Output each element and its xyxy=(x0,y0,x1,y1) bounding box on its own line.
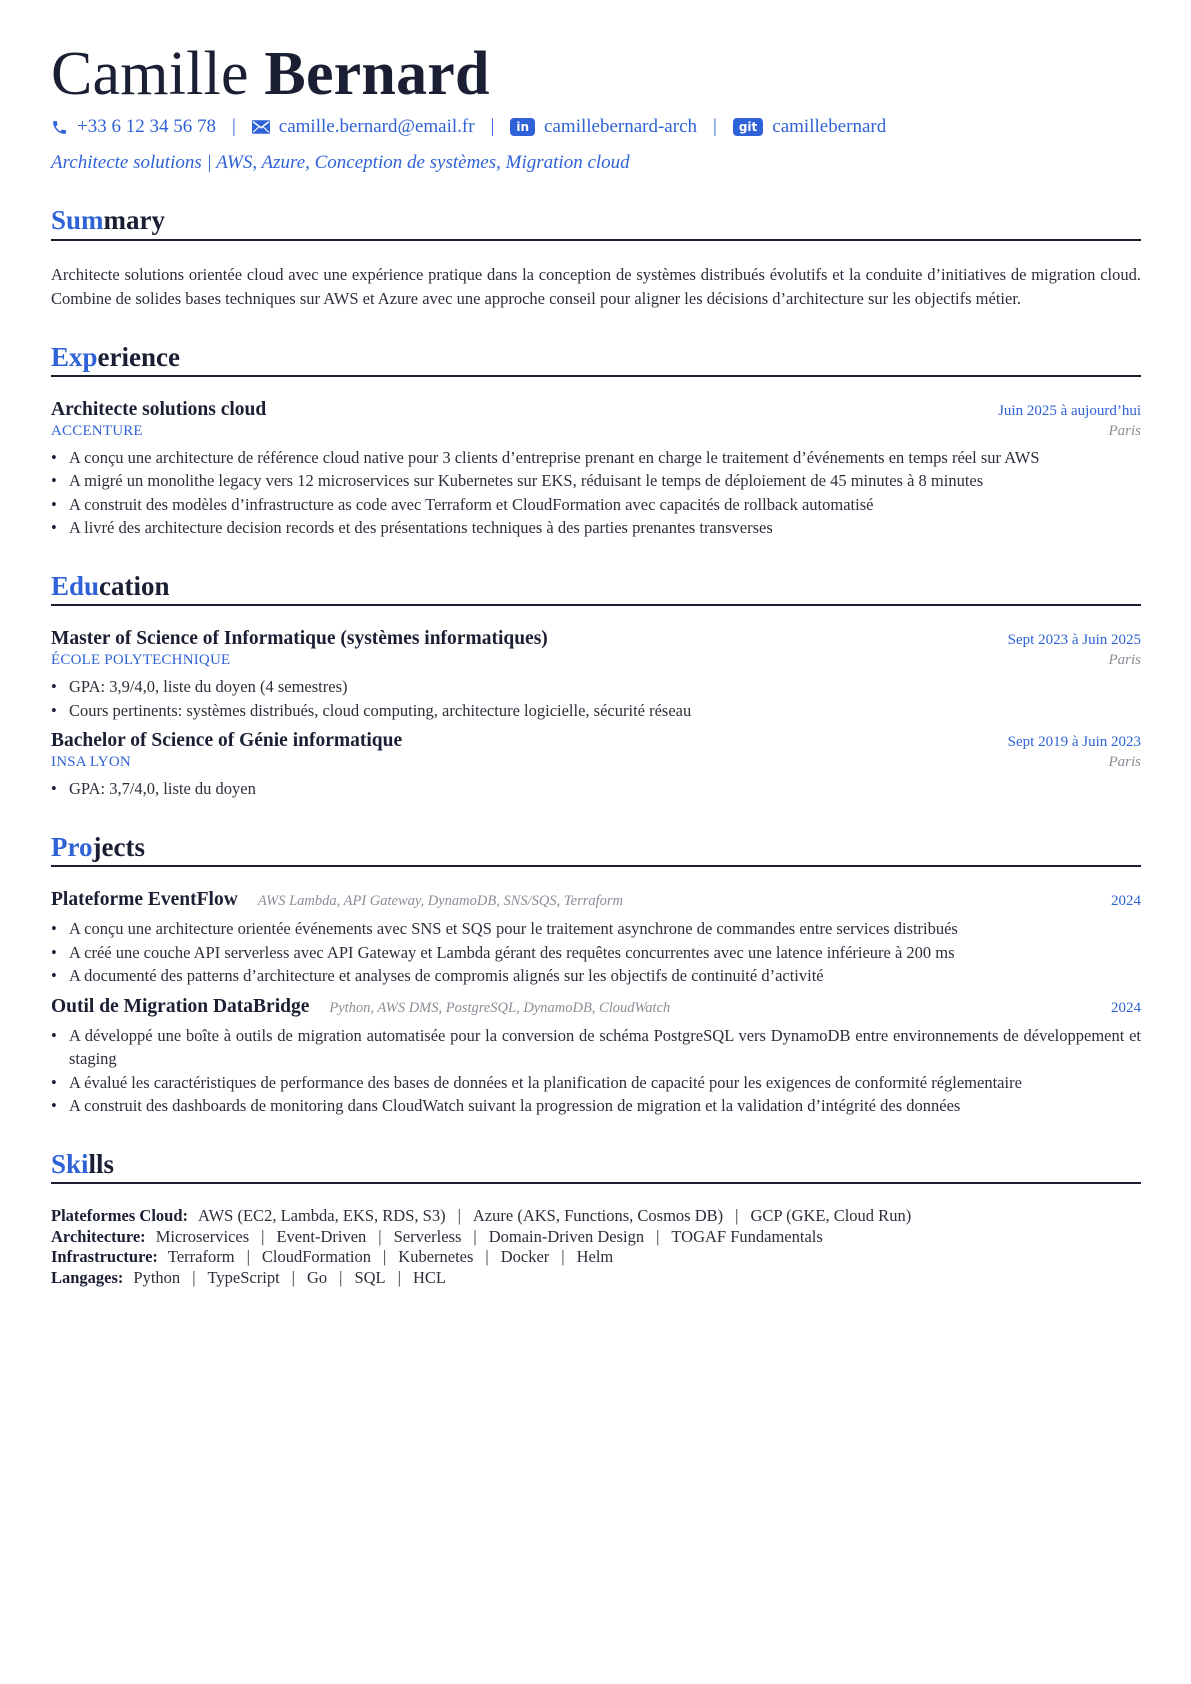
skill-category-label: Architecture: xyxy=(51,1226,146,1246)
skill-row xyxy=(51,1227,1141,1248)
section-title-projects: Projects xyxy=(51,831,145,862)
first-name: Camille xyxy=(51,40,249,108)
degree-date: Sept 2019 à Juin 2023 xyxy=(1007,734,1141,751)
project-entry xyxy=(51,889,1141,988)
skill-item: GCP (GKE, Cloud Run) xyxy=(750,1206,912,1226)
experience-entry xyxy=(51,399,1141,540)
degree-date: Sept 2023 à Juin 2025 xyxy=(1007,632,1141,649)
skill-separator: | xyxy=(246,1247,250,1267)
contact-github[interactable] xyxy=(733,116,886,138)
skills-list xyxy=(51,1206,1141,1288)
skill-row xyxy=(51,1268,1141,1289)
list-item: • A évalué les caractéristiques de performance des bases de données et la planification de capacité pour les exigences de conformité réglementaire xyxy=(69,1071,1141,1095)
project-date: 2024 xyxy=(1111,999,1141,1016)
list-item: • Cours pertinents: systèmes distribués, cloud computing, architecture logicielle, sécurité réseau xyxy=(69,699,1141,723)
skill-separator: | xyxy=(261,1226,265,1246)
skill-item: Serverless xyxy=(393,1226,462,1246)
phone-text: +33 6 12 34 56 78 xyxy=(77,116,216,138)
envelope-icon xyxy=(252,120,270,134)
skill-separator: | xyxy=(485,1247,489,1267)
phone-icon xyxy=(51,119,68,136)
skill-row xyxy=(51,1247,1141,1268)
linkedin-text: camillebernard-arch xyxy=(544,116,698,138)
contact-linkedin[interactable] xyxy=(510,116,697,138)
section-title-skills: Skills xyxy=(51,1148,115,1179)
contact-phone[interactable] xyxy=(51,116,216,138)
skill-item: CloudFormation xyxy=(261,1247,371,1267)
skill-item: Domain-Driven Design xyxy=(488,1226,645,1246)
project-bullets xyxy=(51,1024,1141,1118)
school-location: Paris xyxy=(1108,652,1141,669)
contact-email[interactable] xyxy=(252,116,475,138)
skill-separator: | xyxy=(735,1206,739,1226)
candidate-name xyxy=(51,40,1141,108)
degree-title: Master of Science of Informatique (systèmes informatiques) xyxy=(51,628,548,650)
section-title-education: Education xyxy=(51,570,170,601)
list-item: • A développé une boîte à outils de migration automatisée pour la conversion de schéma PostgreSQL vers DynamoDB entre environnements de développement et staging xyxy=(69,1024,1141,1071)
skill-item: Kubernetes xyxy=(398,1247,474,1267)
project-bullets xyxy=(51,917,1141,988)
skill-item: HCL xyxy=(412,1267,446,1287)
skill-separator: | xyxy=(192,1267,196,1287)
list-item: • A conçu une architecture orientée événements avec SNS et SQS pour le traitement asynchrone de commandes entre services distribués xyxy=(69,917,1141,941)
degree-bullets xyxy=(51,675,1141,722)
last-name: Bernard xyxy=(264,40,490,108)
contact-bar xyxy=(51,116,1141,138)
list-item: • A conçu une architecture de référence cloud native pour 3 clients d’entreprise prenant en charge le traitement d’événements en temps réel sur AWS xyxy=(69,446,1141,470)
education-entry xyxy=(51,628,1141,722)
list-item: • A documenté des patterns d’architecture et analyses de compromis alignés sur les objectifs de continuité d’activité xyxy=(69,964,1141,988)
skill-category-label: Plateformes Cloud: xyxy=(51,1206,189,1226)
skill-separator: | xyxy=(473,1226,477,1246)
experience-section xyxy=(51,341,1141,540)
list-item: • A migré un monolithe legacy vers 12 microservices sur Kubernetes sur EKS, réduisant le temps de déploiement de 45 minutes à 8 minutes xyxy=(69,469,1141,493)
project-tech: AWS Lambda, API Gateway, DynamoDB, SNS/SQS, Terraform xyxy=(257,893,623,910)
list-item: • A livré des architecture decision records et des présentations techniques à des parties prenantes transverses xyxy=(69,516,1141,540)
education-section xyxy=(51,570,1141,801)
school-name: ÉCOLE POLYTECHNIQUE xyxy=(51,652,231,669)
project-title: Outil de Migration DataBridge xyxy=(51,995,310,1017)
summary-section xyxy=(51,204,1141,310)
contact-separator: | xyxy=(231,116,236,138)
skill-item: Helm xyxy=(576,1247,614,1267)
education-entry xyxy=(51,730,1141,801)
project-date: 2024 xyxy=(1111,893,1141,910)
list-item: • A créé une couche API serverless avec API Gateway et Lambda gérant des requêtes concurrentes avec une latence inférieure à 200 ms xyxy=(69,941,1141,965)
skill-separator: | xyxy=(656,1226,660,1246)
job-location: Paris xyxy=(1108,422,1141,439)
contact-separator: | xyxy=(490,116,495,138)
linkedin-icon: in xyxy=(510,118,535,136)
skill-category-label: Langages: xyxy=(51,1267,124,1287)
skill-item: TOGAF Fundamentals xyxy=(671,1226,823,1246)
school-name: INSA LYON xyxy=(51,754,131,771)
section-divider xyxy=(51,604,1141,606)
section-divider xyxy=(51,239,1141,241)
degree-title: Bachelor of Science of Génie informatique xyxy=(51,730,403,752)
git-icon: git xyxy=(733,118,763,136)
skill-item: AWS (EC2, Lambda, EKS, RDS, S3) xyxy=(198,1206,446,1226)
tagline: Architecte solutions | AWS, Azure, Conception de systèmes, Migration cloud xyxy=(51,152,630,174)
skill-item: SQL xyxy=(354,1267,386,1287)
skill-separator: | xyxy=(397,1267,401,1287)
skill-item: Microservices xyxy=(155,1226,250,1246)
project-tech: Python, AWS DMS, PostgreSQL, DynamoDB, CloudWatch xyxy=(329,999,671,1016)
projects-section xyxy=(51,831,1141,1118)
list-item: • A construit des dashboards de monitoring dans CloudWatch suivant la progression de migration et la validation d’intégrité des données xyxy=(69,1094,1141,1118)
skill-item: Terraform xyxy=(167,1247,235,1267)
section-divider xyxy=(51,375,1141,377)
section-title-summary: Summary xyxy=(51,205,166,236)
list-item: • A construit des modèles d’infrastructure as code avec Terraform et CloudFormation avec capacités de rollback automatisé xyxy=(69,493,1141,517)
contact-separator: | xyxy=(713,116,717,138)
school-location: Paris xyxy=(1108,754,1141,771)
skill-item: Azure (AKS, Functions, Cosmos DB) xyxy=(472,1206,724,1226)
summary-text: Architecte solutions orientée cloud avec une expérience pratique dans la conception de systèmes distribués évolutifs et la conduite d’initiatives de migration cloud. Combine de solides bases techniques sur AWS et Azure avec une approche conseil pour aligner les décisions d’architecture sur les objectifs métier. xyxy=(51,264,1141,308)
job-bullets xyxy=(51,446,1141,540)
job-date: Juin 2025 à aujourd’hui xyxy=(998,402,1141,419)
degree-bullets xyxy=(51,777,1141,801)
skill-item: Event-Driven xyxy=(276,1226,367,1246)
skill-separator: | xyxy=(561,1247,565,1267)
skill-item: TypeScript xyxy=(207,1267,280,1287)
list-item: • GPA: 3,9/4,0, liste du doyen (4 semestres) xyxy=(69,675,1141,699)
skill-item: Go xyxy=(306,1267,328,1287)
section-title-experience: Experience xyxy=(51,341,180,372)
list-item: • GPA: 3,7/4,0, liste du doyen xyxy=(69,777,1141,801)
skills-section xyxy=(51,1148,1141,1288)
skill-separator: | xyxy=(339,1267,343,1287)
github-text: camillebernard xyxy=(772,116,887,138)
skill-item: Python xyxy=(133,1267,181,1287)
section-divider xyxy=(51,865,1141,867)
job-title: Architecte solutions cloud xyxy=(51,398,267,420)
company-name: ACCENTURE xyxy=(51,422,143,439)
project-title: Plateforme EventFlow xyxy=(51,889,238,911)
skill-separator: | xyxy=(291,1267,295,1287)
project-entry xyxy=(51,996,1141,1118)
section-divider xyxy=(51,1182,1141,1184)
skill-separator: | xyxy=(378,1226,382,1246)
skill-separator: | xyxy=(457,1206,461,1226)
skill-row xyxy=(51,1206,1141,1227)
skill-category-label: Infrastructure: xyxy=(51,1247,158,1267)
email-text: camille.bernard@email.fr xyxy=(278,116,475,138)
skill-separator: | xyxy=(382,1247,387,1267)
skill-item: Docker xyxy=(500,1247,550,1267)
